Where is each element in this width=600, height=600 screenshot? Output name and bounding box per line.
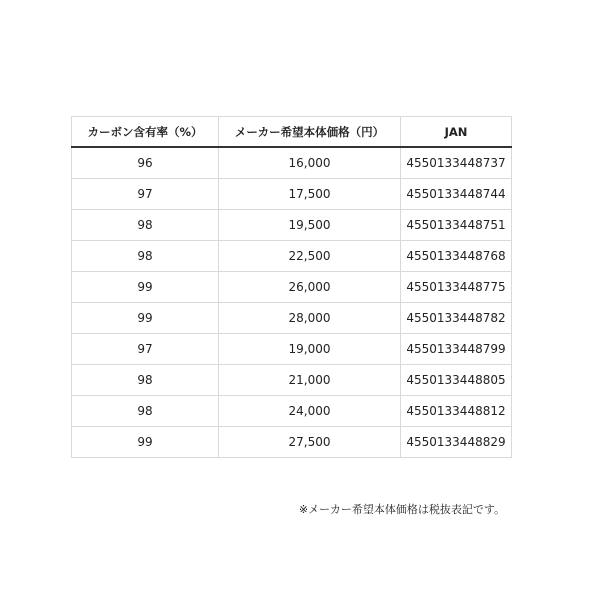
price-cell: 21,000 [219,365,401,396]
table-body [72,147,512,458]
table-row [72,396,512,427]
price-cell: 17,500 [219,179,401,210]
jan-cell: 4550133448768 [401,241,512,272]
carbon-content-cell: 99 [72,272,219,303]
table-row [72,179,512,210]
jan-cell: 4550133448751 [401,210,512,241]
price-cell: 27,500 [219,427,401,458]
price-cell: 24,000 [219,396,401,427]
table-row [72,272,512,303]
jan-cell: 4550133448799 [401,334,512,365]
price-cell: 22,500 [219,241,401,272]
table-row [72,427,512,458]
table-row [72,365,512,396]
jan-cell: 4550133448737 [401,147,512,179]
price-cell: 19,000 [219,334,401,365]
table-row [72,210,512,241]
header-jan: JAN [401,117,512,148]
carbon-content-cell: 99 [72,303,219,334]
price-cell: 26,000 [219,272,401,303]
jan-cell: 4550133448805 [401,365,512,396]
price-cell: 28,000 [219,303,401,334]
header-row [72,117,512,148]
carbon-content-cell: 98 [72,365,219,396]
jan-cell: 4550133448744 [401,179,512,210]
price-cell: 19,500 [219,210,401,241]
tax-note: ※メーカー希望本体価格は税抜表記です。 [298,503,505,516]
carbon-content-cell: 99 [72,427,219,458]
carbon-content-cell: 97 [72,334,219,365]
table-row [72,303,512,334]
header-carbon-content: カーボン含有率（%） [72,117,219,148]
carbon-content-cell: 96 [72,147,219,179]
jan-cell: 4550133448782 [401,303,512,334]
carbon-content-cell: 98 [72,210,219,241]
carbon-content-cell: 98 [72,396,219,427]
header-retail-price: メーカー希望本体価格（円） [219,117,401,148]
table-header [72,117,512,148]
jan-cell: 4550133448829 [401,427,512,458]
jan-cell: 4550133448812 [401,396,512,427]
price-table [71,116,512,458]
jan-cell: 4550133448775 [401,272,512,303]
carbon-content-cell: 97 [72,179,219,210]
table-row [72,334,512,365]
table-row [72,241,512,272]
price-cell: 16,000 [219,147,401,179]
table-row [72,147,512,179]
carbon-content-cell: 98 [72,241,219,272]
